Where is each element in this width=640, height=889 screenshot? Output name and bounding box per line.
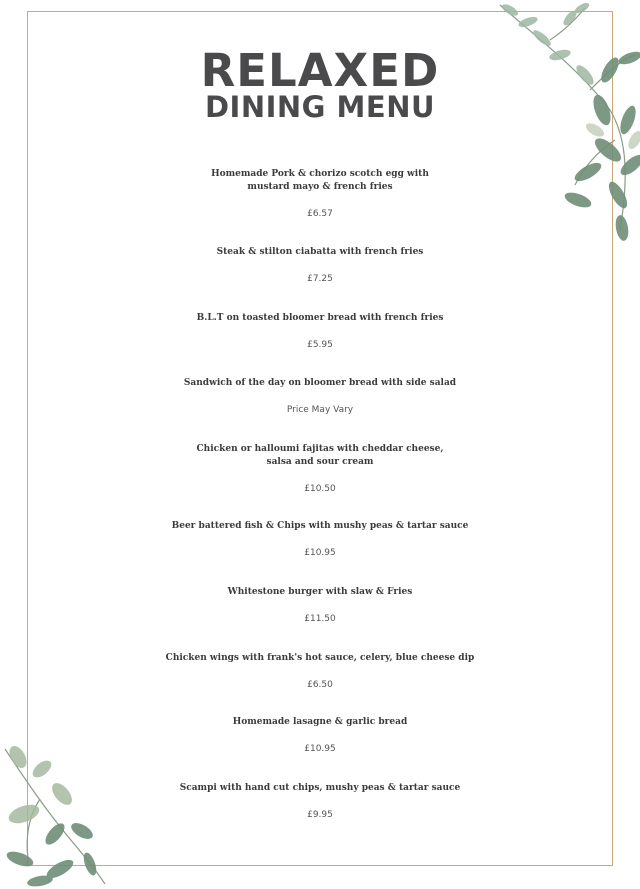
menu-item-price: £6.50 — [307, 680, 333, 690]
menu-item — [150, 377, 490, 415]
menu-item-price: £9.95 — [307, 810, 333, 820]
menu-item-name: Homemade lasagne & garlic bread — [232, 717, 408, 727]
menu-item — [150, 586, 490, 624]
menu-item-price: £10.95 — [304, 744, 336, 754]
menu-item-price: £11.50 — [304, 614, 336, 624]
menu-item — [150, 443, 490, 494]
menu-item-name: Sandwich of the day on bloomer bread with side salad — [183, 378, 457, 388]
menu-item-name: Chicken wings with frank's hot sauce, celery, blue cheese dip — [165, 653, 475, 663]
menu-item — [150, 312, 490, 350]
menu-item — [150, 246, 490, 284]
menu-item-price: £7.25 — [307, 274, 333, 284]
menu-item — [150, 520, 490, 558]
menu-item-name: Scampi with hand cut chips, mushy peas & tartar sauce — [179, 783, 461, 793]
eucalyptus-leaves-bottom-left — [0, 739, 110, 889]
menu-item — [150, 652, 490, 690]
menu-title-line1: RELAXED — [200, 44, 440, 97]
menu-item-price: Price May Vary — [286, 405, 354, 415]
menu-item-name: Chicken or halloumi fajitas with cheddar cheese, salsa and sour cream — [196, 444, 444, 467]
menu-item-price: £5.95 — [307, 340, 333, 350]
menu-item-name: Beer battered fish & Chips with mushy peas & tartar sauce — [171, 521, 469, 531]
menu-item — [150, 716, 490, 754]
menu-item-name: Steak & stilton ciabatta with french fries — [216, 247, 424, 257]
menu-item-price: £10.95 — [304, 548, 336, 558]
menu-title-line2: DINING MENU — [204, 90, 436, 124]
menu-item-price: £10.50 — [304, 484, 336, 494]
menu-item-name: B.L.T on toasted bloomer bread with french fries — [196, 313, 444, 323]
menu-item — [150, 782, 490, 820]
menu-item-price: £6.57 — [307, 209, 333, 219]
eucalyptus-leaves-top-right — [490, 0, 640, 260]
menu-item-name: Whitestone burger with slaw & Fries — [227, 587, 413, 597]
menu-item — [150, 168, 490, 219]
menu-item-name: Homemade Pork & chorizo scotch egg with mustard mayo & french fries — [211, 169, 429, 192]
